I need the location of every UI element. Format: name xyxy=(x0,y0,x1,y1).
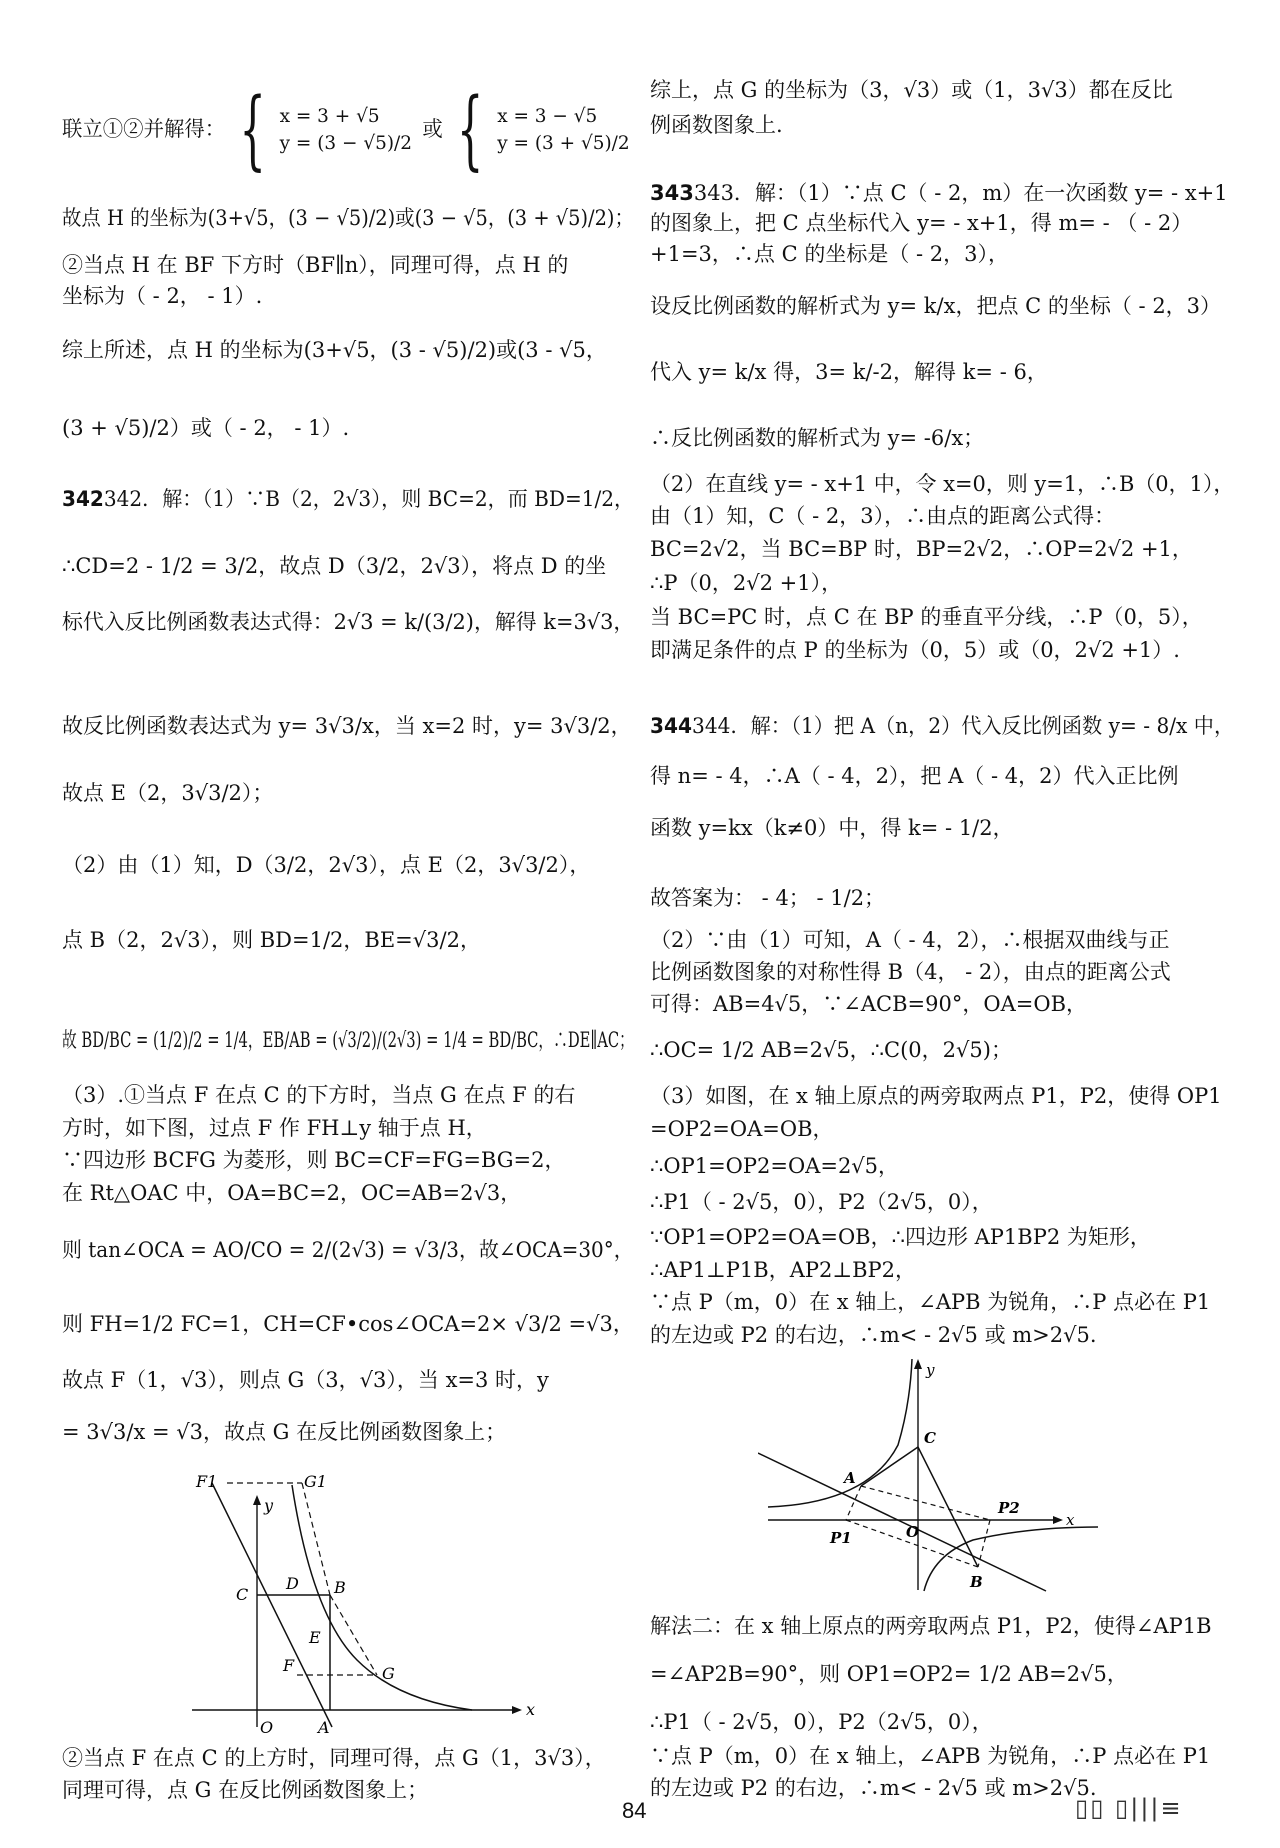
text-line: BC=2√2，当 BC=BP 时，BP=2√2，∴OP=2√2 +1， xyxy=(650,537,1193,561)
text-line: ∴OP1=OP2=OA=2√5， xyxy=(650,1154,900,1178)
text-line: 比例函数图象的对称性得 B（4， - 2），由点的距离公式 xyxy=(650,960,1171,984)
text-line: 当 BC=PC 时，点 C 在 BP 的垂直平分线，∴P（0，5）， xyxy=(650,605,1203,629)
label-d: D xyxy=(286,1574,299,1593)
line-ab xyxy=(758,1453,1046,1591)
text-line: ∵OP1=OP2=OA=OB，∴四边形 AP1BP2 为矩形， xyxy=(650,1225,1151,1249)
text-line: 在 Rt△OAC 中，OA=BC=2，OC=AB=2√3， xyxy=(62,1181,522,1205)
line-ca xyxy=(212,1483,332,1727)
text-line: 即满足条件的点 P 的坐标为（0，5）或（0，2√2 +1）. xyxy=(650,638,1180,662)
label-a: A xyxy=(844,1469,856,1487)
label-f1: F1 xyxy=(196,1472,218,1491)
text-line: ②当点 F 在点 C 的上方时，同理可得，点 G（1，3√3）， xyxy=(62,1746,606,1770)
text-span: 342．解：（1）∵B（2，2√3），则 BC=2，而 BD=1/2， xyxy=(103,487,635,511)
text-line: （3）.①当点 F 在点 C 的下方时，当点 G 在点 F 的右 xyxy=(62,1083,576,1107)
text-line: 故答案为： - 4； - 1/2； xyxy=(650,886,886,910)
label-y: y xyxy=(926,1361,935,1379)
text-span: 联立①②并解得： xyxy=(62,116,226,141)
text-line: +1=3，∴点 C 的坐标是（ - 2，3）， xyxy=(650,242,1009,266)
label-a: A xyxy=(318,1718,330,1735)
text-line: 同理可得，点 G 在反比例函数图象上； xyxy=(62,1778,429,1802)
x-axis-arrow xyxy=(512,1706,522,1714)
text-line: ②当点 H 在 BF 下方时（BF∥n），同理可得，点 H 的 xyxy=(62,253,569,277)
text-line: 故 BD/BC = (1/2)/2 = 1/4，EB/AB = (√3/2)/(2√3) = 1/4 = BD/BC，∴DE∥AC； xyxy=(62,1028,634,1052)
text-line: （2）∵由（1）可知，A（ - 4，2），∴根据双曲线与正 xyxy=(650,928,1170,952)
text-span: 343．解：（1）∵点 C（ - 2，m）在一次函数 y= - x+1 xyxy=(693,181,1228,205)
label-c: C xyxy=(924,1429,936,1447)
text-line: ∴OC= 1/2 AB=2√5，∴C(0，2√5)； xyxy=(650,1038,1012,1062)
dashed-ap2 xyxy=(861,1486,990,1520)
text-line: 坐标为（ - 2， - 1）. xyxy=(62,284,263,308)
y-axis-arrow xyxy=(914,1359,922,1369)
text-line xyxy=(650,183,1228,204)
text-line: 故反比例函数表达式为 y= 3√3/x，当 x=2 时，y= 3√3/2， xyxy=(62,714,632,738)
label-f: F xyxy=(283,1656,295,1675)
text-line: 代入 y= k/x 得，3= k/-2，解得 k= - 6， xyxy=(650,360,1048,384)
label-p1: P1 xyxy=(830,1529,852,1547)
text-line: ∵点 P（m，0）在 x 轴上，∠APB 为锐角，∴P 点必在 P1 xyxy=(650,1744,1211,1768)
equation-system xyxy=(497,107,629,153)
label-y: y xyxy=(264,1496,274,1515)
page-number: 84 xyxy=(622,1798,647,1823)
text-line: 点 B（2，2√3），则 BD=1/2，BE=√3/2， xyxy=(62,928,481,952)
label-x: x xyxy=(526,1700,536,1719)
segment-cb xyxy=(918,1447,978,1567)
text-span: 344．解：（1）把 A（n，2）代入反比例函数 y= - 8/x 中， xyxy=(692,714,1235,738)
label-c: C xyxy=(236,1585,249,1604)
dashed-g1b xyxy=(302,1483,330,1595)
hyperbola-branch-left xyxy=(768,1359,912,1507)
text-line: ∵四边形 BCFG 为菱形，则 BC=CF=FG=BG=2， xyxy=(62,1148,566,1172)
text-line: 例函数图象上. xyxy=(650,113,783,137)
text-line: 方时，如下图，过点 F 作 FH⊥y 轴于点 H， xyxy=(62,1116,487,1140)
text-line: 可得：AB=4√5，∵∠ACB=90°，OA=OB， xyxy=(650,992,1088,1016)
text-line: ∴P1（ - 2√5，0），P2（2√5，0）， xyxy=(650,1710,993,1734)
equation-system xyxy=(280,107,412,153)
text-line: ∴P1（ - 2√5，0），P2（2√5，0）， xyxy=(650,1190,993,1214)
label-x: x xyxy=(1066,1511,1075,1529)
label-p2: P2 xyxy=(998,1499,1020,1517)
rhombus-hyperbola-figure xyxy=(182,1465,562,1735)
text-line: 的左边或 P2 的右边，∴m< - 2√5 或 m>2√5. xyxy=(650,1323,1097,1347)
text-line: 函数 y=kx（k≠0）中，得 k= - 1/2， xyxy=(650,816,1014,840)
text-line: 则 FH=1/2 FC=1，CH=CF•cos∠OCA=2× √3/2 =√3， xyxy=(62,1312,634,1336)
label-e: E xyxy=(309,1628,321,1647)
text-line: 故点 H 的坐标为(3+√5，(3 − √5)/2)或(3 − √5，(3 + √5)/2)； xyxy=(62,206,634,230)
text-line: ∴CD=2 - 1/2 = 3/2，故点 D（3/2，2√3），将点 D 的坐 xyxy=(62,554,607,578)
text-line: 综上所述，点 H 的坐标为(3+√5，(3 - √5)/2)或(3 - √5， xyxy=(62,338,607,362)
text-line: 的图象上，把 C 点坐标代入 y= - x+1，得 m= - （ - 2） xyxy=(650,211,1193,235)
text-line: 得 n= - 4，∴A（ - 4，2），把 A（ - 4，2）代入正比例 xyxy=(650,764,1179,788)
text-line: ∴AP1⊥P1B，AP2⊥BP2， xyxy=(650,1258,917,1282)
label-o: O xyxy=(906,1523,920,1541)
text-line: ∴P（0，2√2 +1）， xyxy=(650,571,843,595)
brace-glyph: { xyxy=(239,80,266,180)
text-span: 或 xyxy=(422,116,443,141)
text-line: 标代入反比例函数表达式得：2√3 = k/(3/2)，解得 k=3√3， xyxy=(62,610,635,634)
equation: y = (3 − √5)/2 xyxy=(279,132,412,155)
text-line: 解法二：在 x 轴上原点的两旁取两点 P1，P2，使得∠AP1B xyxy=(650,1614,1212,1638)
problem-number-343: 343 xyxy=(650,181,694,205)
x-axis-arrow xyxy=(1053,1516,1063,1524)
hyperbola-branch-right xyxy=(924,1527,1098,1591)
label-o: O xyxy=(260,1718,274,1735)
problem-number-344: 344 xyxy=(650,714,693,738)
equation: x = 3 + √5 xyxy=(279,105,380,128)
text-line: =∠AP2B=90°，则 OP1=OP2= 1/2 AB=2√5， xyxy=(650,1662,1128,1686)
text-line: 故点 E（2，3√3/2）； xyxy=(62,781,274,805)
corner-watermark: ▯▯ ▯|||≡ xyxy=(1075,1794,1183,1822)
y-axis-arrow xyxy=(253,1495,261,1505)
brace-glyph: { xyxy=(456,80,484,180)
equation: x = 3 − √5 xyxy=(497,105,598,128)
text-line: （2）由（1）知，D（3/2，2√3），点 E（2，3√3/2）， xyxy=(62,853,591,877)
text-line: （2）在直线 y= - x+1 中，令 x=0，则 y=1，∴B（0，1）， xyxy=(650,472,1235,496)
text-line: (3 + √5)/2）或（ - 2， - 1）. xyxy=(62,416,350,440)
text-line xyxy=(650,716,1234,737)
problem-number-342: 342 xyxy=(62,487,104,511)
label-g: G xyxy=(382,1664,395,1683)
text-line: （3）如图，在 x 轴上原点的两旁取两点 P1，P2，使得 OP1 xyxy=(650,1084,1222,1108)
text-line: ∴反比例函数的解析式为 y= -6/x； xyxy=(650,426,985,450)
text-line: 由（1）知，C（ - 2，3），∴由点的距离公式得： xyxy=(650,504,1116,528)
label-b: B xyxy=(970,1573,983,1591)
text-line: ∵点 P（m，0）在 x 轴上，∠APB 为锐角，∴P 点必在 P1 xyxy=(650,1290,1211,1314)
text-line: =OP2=OA=OB， xyxy=(650,1117,834,1141)
label-g1: G1 xyxy=(304,1472,327,1491)
text-line: = 3√3/x = √3，故点 G 在反比例函数图象上； xyxy=(62,1420,507,1444)
text-line: 故点 F（1，√3），则点 G（3，√3），当 x=3 时，y xyxy=(62,1368,549,1392)
text-line xyxy=(62,489,634,510)
text-line: 综上，点 G 的坐标为（3，√3）或（1，3√3）都在反比 xyxy=(650,78,1173,102)
equation: y = (3 + √5)/2 xyxy=(497,132,630,155)
text-line: 设反比例函数的解析式为 y= k/x，把点 C 的坐标（ - 2，3） xyxy=(650,294,1222,318)
text-line: 的左边或 P2 的右边，∴m< - 2√5 或 m>2√5. xyxy=(650,1776,1097,1800)
rectangle-hyperbola-figure xyxy=(758,1355,1138,1595)
segment-ac xyxy=(861,1447,918,1486)
text-line: 则 tan∠OCA = AO/CO = 2/(2√3) = √3/3，故∠OCA=30°， xyxy=(62,1238,634,1262)
label-b: B xyxy=(334,1578,346,1597)
text-line xyxy=(62,80,633,180)
